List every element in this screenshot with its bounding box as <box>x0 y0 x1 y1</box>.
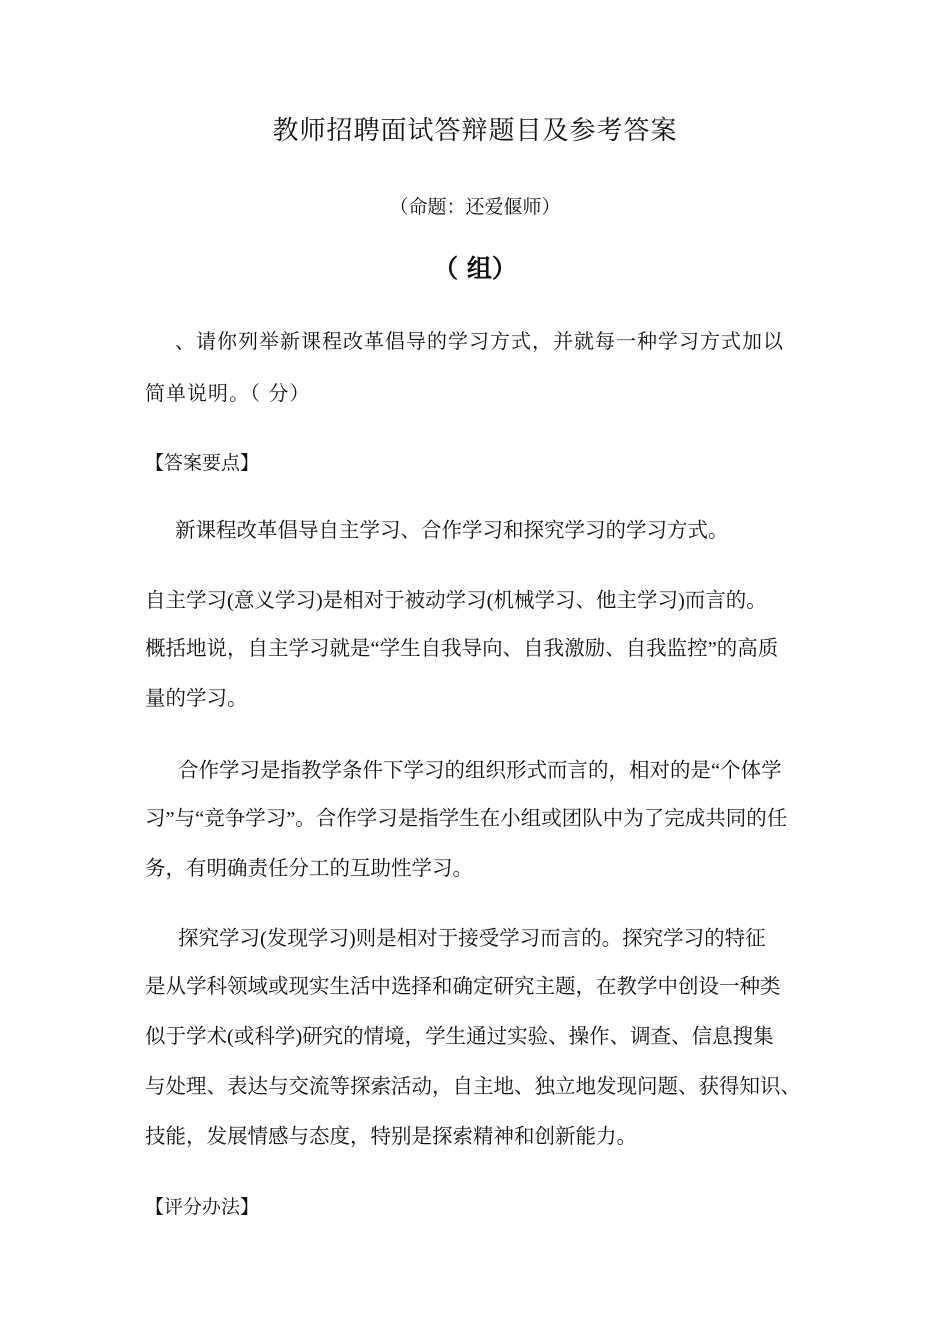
cooperative-line-3: 务，有明确责任分工的互助性学习。 <box>145 858 473 880</box>
answer-heading: 【答案要点】 <box>145 452 260 474</box>
inquiry-line-1: 探究学习(发现学习)则是相对于接受学习而言的。探究学习的特征 <box>178 928 766 950</box>
inquiry-line-4: 与处理、表达与交流等探索活动，自主地、独立地发现问题、获得知识、 <box>145 1076 801 1098</box>
document-subtitle: （命题：还爱偃师） <box>389 196 561 218</box>
cooperative-line-2: 习”与“竞争学习”。合作学习是指学生在小组或团队中为了完成共同的任 <box>145 808 788 830</box>
inquiry-line-5: 技能，发展情感与态度，特别是探索精神和创新能力。 <box>145 1126 637 1148</box>
autonomous-line-2: 概括地说，自主学习就是“学生自我导向、自我激励、自我监控”的高质 <box>145 638 779 660</box>
inquiry-line-2: 是从学科领域或现实生活中选择和确定研究主题，在教学中创设一种类 <box>145 976 781 998</box>
autonomous-line-1: 自主学习(意义学习)是相对于被动学习(机械学习、他主学习)而言的。 <box>145 590 767 612</box>
cooperative-line-1: 合作学习是指教学条件下学习的组织形式而言的，相对的是“个体学 <box>178 760 782 782</box>
inquiry-line-3: 似于学术(或科学)研究的情境，学生通过实验、操作、调查、信息搜集 <box>145 1026 774 1048</box>
question-line-1: 、请你列举新课程改革倡导的学习方式，并就每一种学习方式加以 <box>175 329 784 353</box>
question-line-2: 简单说明。（ 分） <box>145 381 311 405</box>
document-title: 教师招聘面试答辩题目及参考答案 <box>272 116 678 146</box>
group-label: （ 组） <box>433 254 517 283</box>
scoring-heading: 【评分办法】 <box>145 1196 260 1218</box>
answer-intro: 新课程改革倡导自主学习、合作学习和探究学习的学习方式。 <box>175 520 729 542</box>
autonomous-line-3: 量的学习。 <box>145 688 248 710</box>
